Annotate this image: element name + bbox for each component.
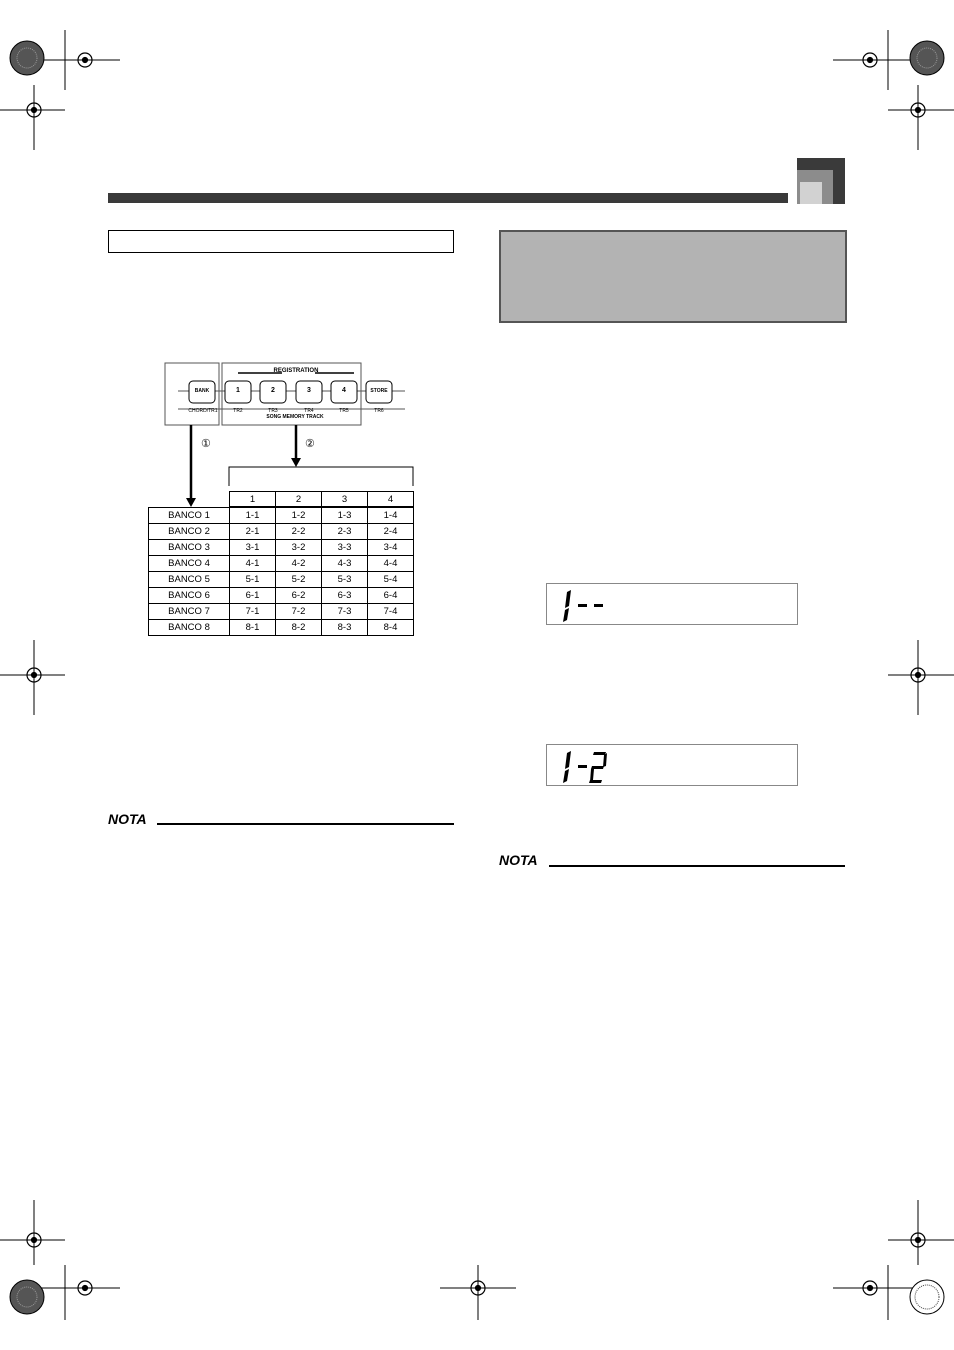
bank-label: BANCO 3 bbox=[149, 540, 230, 556]
track-label-tr4: TR4 bbox=[304, 408, 314, 414]
track-label-tr3: TR3 bbox=[268, 408, 278, 414]
bank-label: BANCO 8 bbox=[149, 620, 230, 636]
table-cell: 2-1 bbox=[230, 524, 276, 540]
table-cell: 6-2 bbox=[276, 588, 322, 604]
table-cell: 8-2 bbox=[276, 620, 322, 636]
table-cell: 1-1 bbox=[230, 508, 276, 524]
lcd-display-2 bbox=[546, 744, 798, 786]
column-header: 3 bbox=[322, 492, 368, 507]
table-row bbox=[149, 620, 414, 636]
table-cell: 4-4 bbox=[368, 556, 414, 572]
column-header: 4 bbox=[368, 492, 414, 507]
table-row bbox=[149, 556, 414, 572]
table-cell: 2-2 bbox=[276, 524, 322, 540]
table-cell: 2-4 bbox=[368, 524, 414, 540]
table-cell: 1-4 bbox=[368, 508, 414, 524]
track-label-chord: CHORD/TR1 bbox=[188, 408, 218, 414]
table-cell: 7-1 bbox=[230, 604, 276, 620]
registration-label: REGISTRATION bbox=[273, 368, 319, 374]
bank-label: BANCO 2 bbox=[149, 524, 230, 540]
table-cell: 4-1 bbox=[230, 556, 276, 572]
table-cell: 5-1 bbox=[230, 572, 276, 588]
table-cell: 3-4 bbox=[368, 540, 414, 556]
table-row bbox=[149, 604, 414, 620]
table-row bbox=[149, 588, 414, 604]
bank-label: BANCO 5 bbox=[149, 572, 230, 588]
track-label-tr5: TR5 bbox=[339, 408, 349, 414]
table-cell: 8-3 bbox=[322, 620, 368, 636]
table-cell: 2-3 bbox=[322, 524, 368, 540]
registration-button-3[interactable]: 3 bbox=[307, 387, 311, 394]
table-cell: 3-2 bbox=[276, 540, 322, 556]
table-cell: 6-3 bbox=[322, 588, 368, 604]
registration-button-2[interactable]: 2 bbox=[271, 387, 275, 394]
bank-label: BANCO 1 bbox=[149, 508, 230, 524]
bank-label: BANCO 6 bbox=[149, 588, 230, 604]
table-cell: 6-4 bbox=[368, 588, 414, 604]
table-row bbox=[149, 524, 414, 540]
step-marker-1: ① bbox=[201, 438, 211, 450]
table-cell: 4-3 bbox=[322, 556, 368, 572]
track-label-tr2: TR2 bbox=[233, 408, 243, 414]
table-cell: 8-4 bbox=[368, 620, 414, 636]
table-row bbox=[149, 508, 414, 524]
table-cell: 5-4 bbox=[368, 572, 414, 588]
bank-label: BANCO 7 bbox=[149, 604, 230, 620]
column-header: 1 bbox=[230, 492, 276, 507]
lcd-display-1 bbox=[546, 583, 798, 625]
note-rule-left bbox=[157, 823, 454, 825]
registration-button-1[interactable]: 1 bbox=[236, 387, 240, 394]
lcd-segments-1 bbox=[547, 584, 799, 626]
table-cell: 7-3 bbox=[322, 604, 368, 620]
table-row bbox=[149, 572, 414, 588]
note-label-left: NOTA bbox=[108, 811, 147, 827]
table-cell: 1-3 bbox=[322, 508, 368, 524]
step-marker-2: ② bbox=[305, 438, 315, 450]
table-cell: 5-2 bbox=[276, 572, 322, 588]
store-button[interactable]: STORE bbox=[370, 388, 388, 394]
lcd-segments-2 bbox=[547, 745, 799, 787]
table-cell: 6-1 bbox=[230, 588, 276, 604]
table-cell: 5-3 bbox=[322, 572, 368, 588]
column-header: 2 bbox=[276, 492, 322, 507]
table-cell: 1-2 bbox=[276, 508, 322, 524]
bank-table bbox=[148, 507, 414, 636]
table-cell: 4-2 bbox=[276, 556, 322, 572]
bank-button[interactable]: BANK bbox=[194, 388, 210, 394]
table-column-header bbox=[229, 491, 414, 507]
note-label-right: NOTA bbox=[499, 852, 538, 868]
bank-label: BANCO 4 bbox=[149, 556, 230, 572]
table-cell: 3-1 bbox=[230, 540, 276, 556]
table-cell: 3-3 bbox=[322, 540, 368, 556]
table-cell: 8-1 bbox=[230, 620, 276, 636]
note-rule-right bbox=[549, 865, 845, 867]
table-row bbox=[149, 540, 414, 556]
registration-button-4[interactable]: 4 bbox=[342, 387, 346, 394]
song-memory-label: SONG MEMORY TRACK bbox=[266, 414, 324, 420]
table-cell: 7-4 bbox=[368, 604, 414, 620]
track-label-tr6: TR6 bbox=[374, 408, 384, 414]
table-cell: 7-2 bbox=[276, 604, 322, 620]
